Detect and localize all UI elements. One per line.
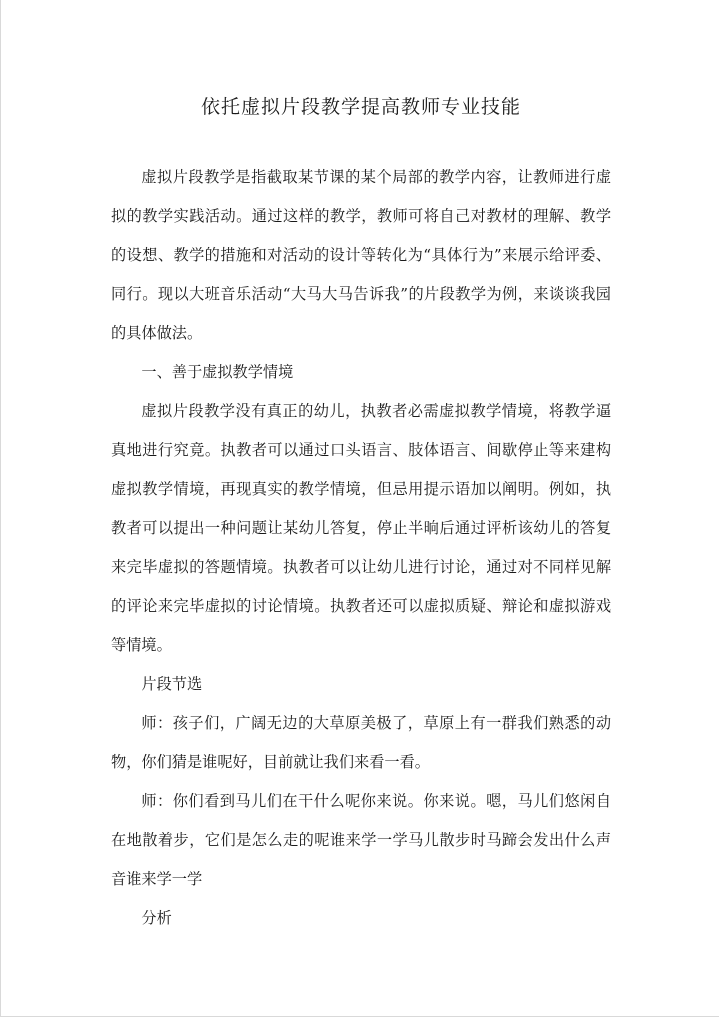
analysis-heading: 分析 [141,909,172,927]
document-body [111,158,611,938]
excerpt-heading: 片段节选 [141,675,203,693]
section-heading-1: 一、善于虚拟教学情境 [141,363,294,381]
document-title: 依托虚拟片段教学提高教师专业技能 [200,96,521,118]
paragraph-teacher-1: 师：孩子们，广阔无边的大草原美极了，草原上有一群我们熟悉的动物，你们猜是谁呢好，目前就让我们来看一看。 [111,714,611,771]
paragraph-section-1: 虚拟片段教学没有真正的幼儿，执教者必需虚拟教学情境，将教学逼真地进行究竟。执教者可以通过口头语言、肢体语言、间歇停止等来建构虚拟教学情境，再现真实的教学情境，但忌用提示语加以阐明。例如，执教者可以提出一种问题让某幼儿答复，停止半晌后通过评析该幼儿的答复来完毕虚拟的答题情境。执教者可以让幼儿进行讨论，通过对不同样见解的评论来完毕虚拟的讨论情境。执教者还可以虚拟质疑、辩论和虚拟游戏等情境。 [111,402,611,654]
paragraph-teacher-2: 师：你们看到马儿们在干什么呢你来说。你来说。嗯，马儿们悠闲自在地散着步，它们是怎么走的呢谁来学一学马儿散步时马蹄会发出什么声音谁来学一学 [111,792,611,888]
paragraph-intro: 虚拟片段教学是指截取某节课的某个局部的教学内容，让教师进行虚拟的教学实践活动。通过这样的教学，教师可将自己对教材的理解、教学的设想、教学的措施和对活动的设计等转化为“具体行为”来展示给评委、同行。现以大班音乐活动“大马大马告诉我”的片段教学为例，来谈谈我园的具体做法。 [111,168,611,342]
